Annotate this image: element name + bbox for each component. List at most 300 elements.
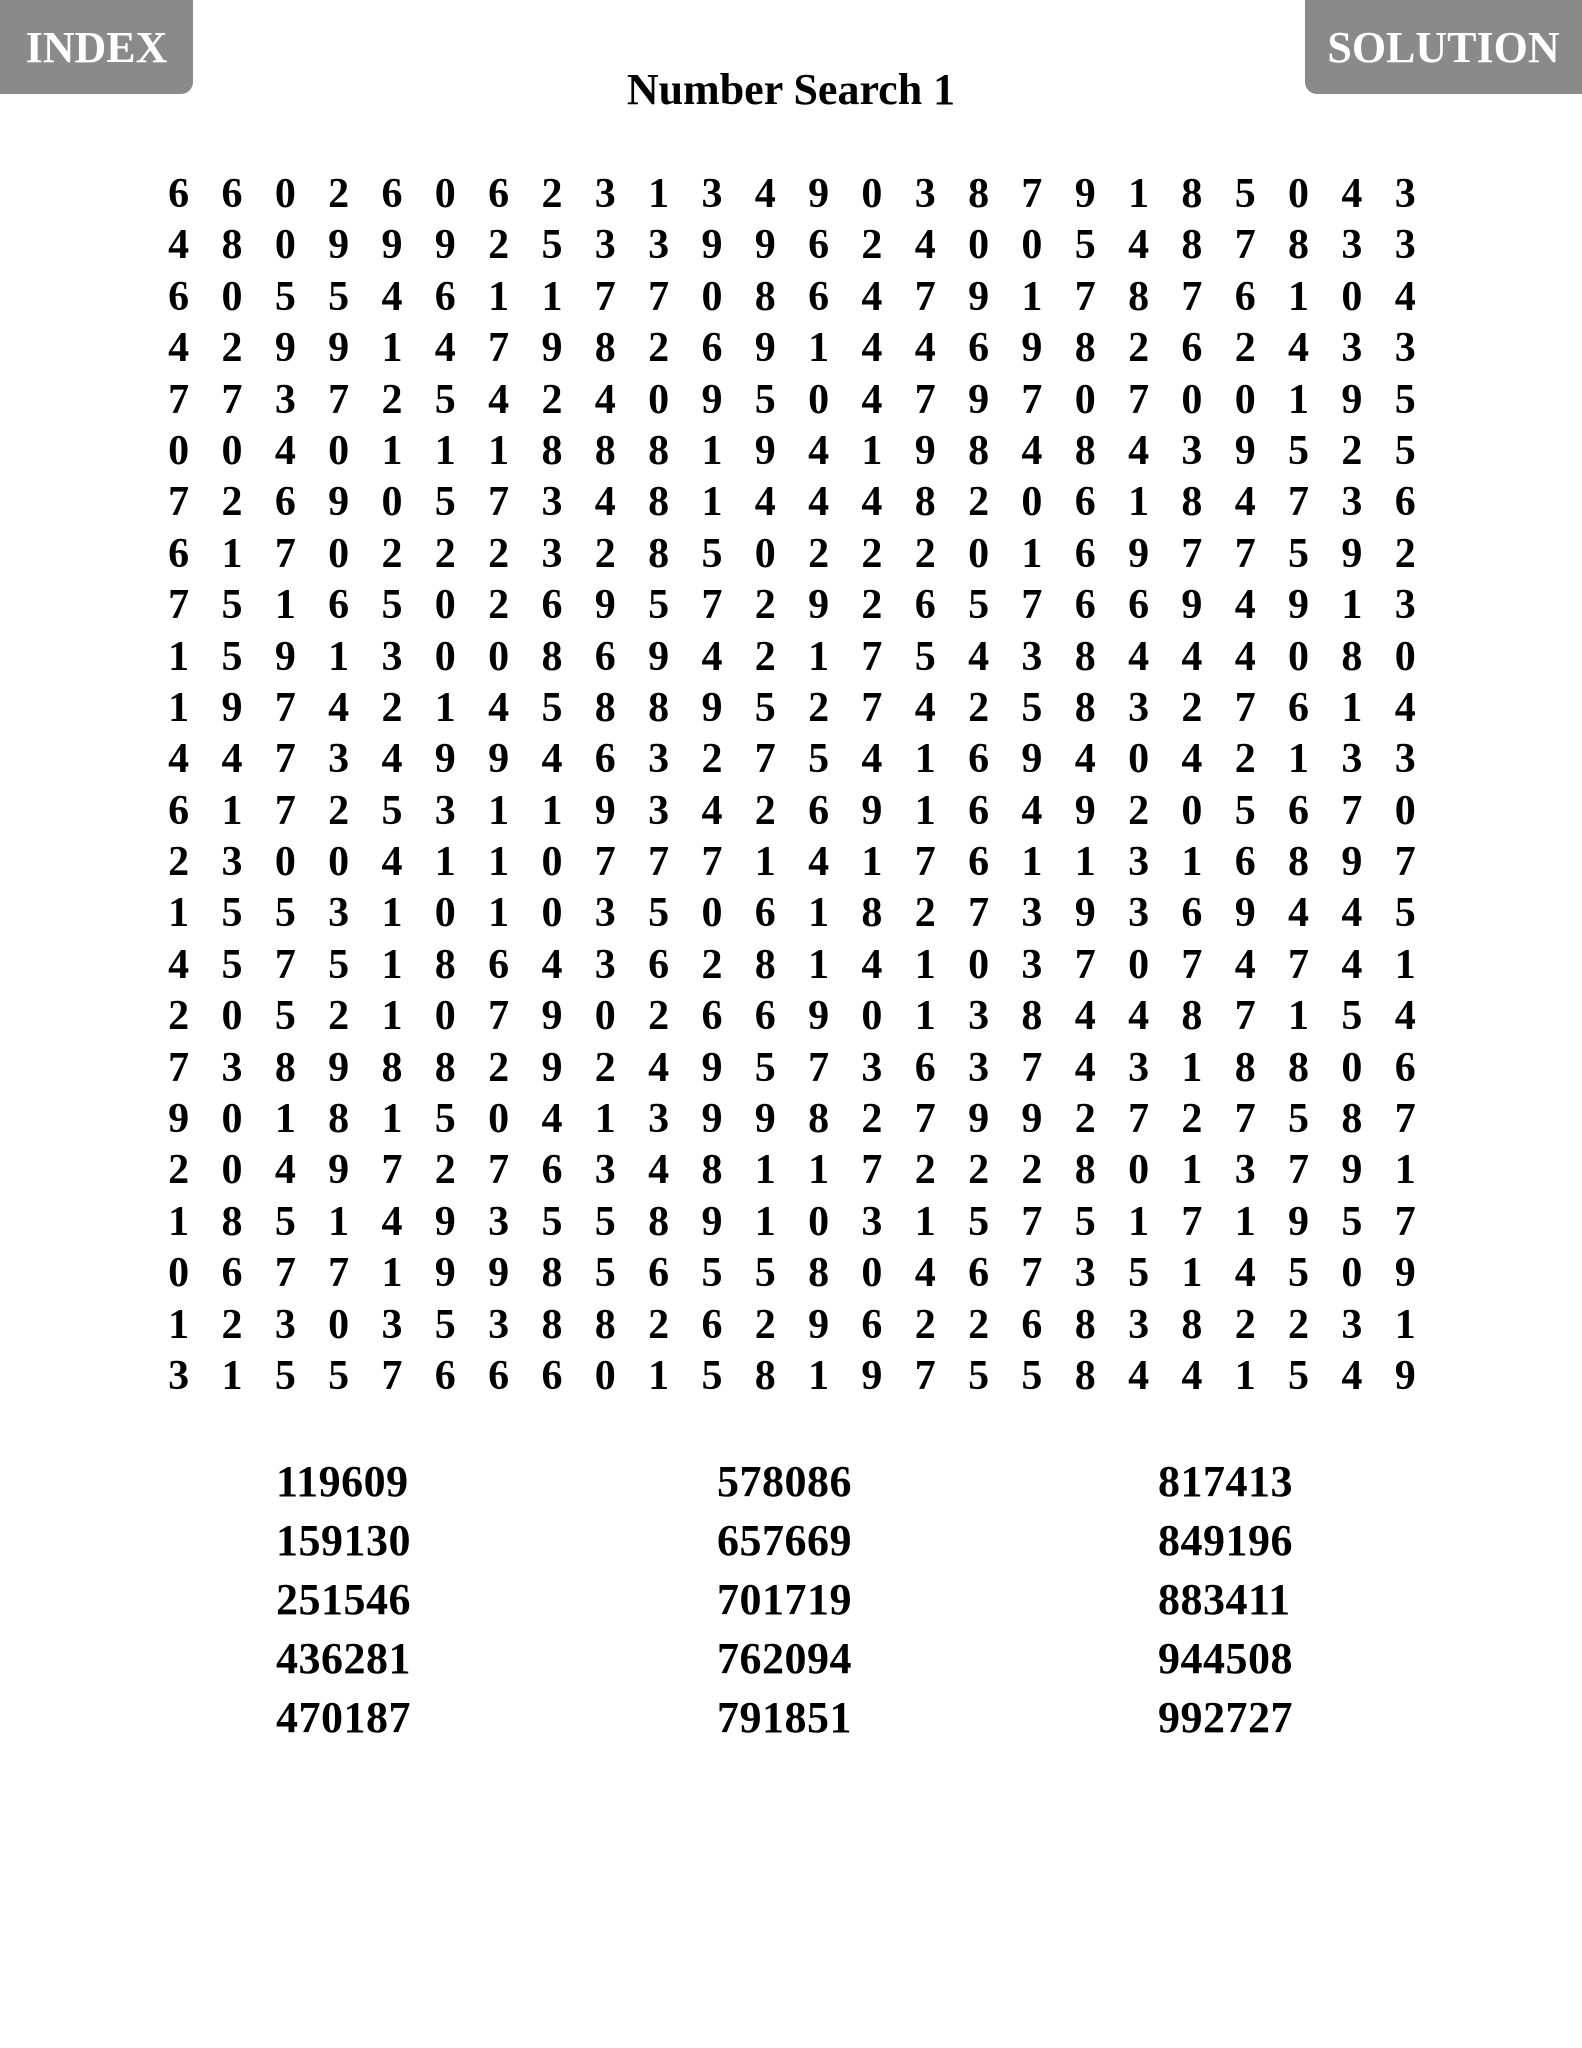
grid-cell: 7	[701, 582, 723, 629]
grid-row	[152, 729, 1432, 783]
grid-cell: 0	[1341, 1250, 1363, 1297]
grid-cell: 8	[594, 1301, 616, 1348]
grid-cell: 0	[274, 171, 296, 217]
grid-cell: 0	[328, 427, 350, 474]
grid-cell: 2	[381, 376, 403, 423]
grid-cell: 1	[701, 479, 723, 526]
grid-cell: 9	[1341, 1147, 1363, 1194]
grid-cell: 5	[434, 479, 456, 526]
grid-cell: 9	[1341, 376, 1363, 423]
grid-cell: 2	[328, 171, 350, 217]
search-word: 944508	[1158, 1634, 1293, 1683]
grid-cell: 0	[274, 839, 296, 886]
grid-cell: 3	[1341, 1301, 1363, 1348]
grid-cell: 6	[1181, 890, 1203, 937]
grid-cell: 4	[1341, 171, 1363, 217]
grid-cell: 7	[1288, 1147, 1310, 1194]
grid-cell: 7	[381, 1352, 403, 1399]
grid-cell: 6	[168, 530, 190, 577]
grid-cell: 4	[1394, 273, 1416, 320]
grid-cell: 5	[434, 376, 456, 423]
search-word: 657669	[717, 1516, 852, 1565]
grid-cell: 2	[648, 993, 670, 1040]
grid-cell: 7	[1128, 1096, 1150, 1143]
grid-cell: 3	[381, 633, 403, 680]
grid-cell: 1	[1394, 1147, 1416, 1194]
grid-cell: 7	[1181, 530, 1203, 577]
grid-row	[152, 370, 1432, 421]
grid-cell: 5	[1128, 1250, 1150, 1297]
grid-cell: 6	[488, 1352, 510, 1399]
grid-cell: 7	[1234, 684, 1256, 731]
grid-cell: 4	[861, 479, 883, 526]
grid-cell: 7	[488, 993, 510, 1040]
grid-cell: 5	[648, 582, 670, 629]
grid-cell: 3	[1394, 736, 1416, 783]
grid-row	[152, 1243, 1432, 1297]
grid-cell: 1	[168, 633, 190, 680]
grid-cell: 4	[328, 684, 350, 731]
grid-cell: 9	[1288, 1198, 1310, 1245]
grid-cell: 8	[914, 479, 936, 526]
grid-cell: 3	[1128, 839, 1150, 886]
grid-row	[152, 575, 1432, 629]
grid-cell: 4	[168, 736, 190, 783]
grid-cell: 9	[434, 222, 456, 269]
grid-cell: 1	[1394, 1301, 1416, 1348]
grid-cell: 1	[1341, 684, 1363, 731]
grid-cell: 7	[1021, 1198, 1043, 1245]
grid-cell: 9	[968, 376, 990, 423]
grid-cell: 3	[1128, 1044, 1150, 1091]
grid-cell: 6	[648, 941, 670, 988]
grid-cell: 8	[594, 325, 616, 372]
grid-cell: 4	[701, 787, 723, 834]
grid-cell: 8	[1074, 1352, 1096, 1399]
grid-cell: 1	[1181, 839, 1203, 886]
grid-cell: 3	[648, 787, 670, 834]
grid-cell: 3	[1181, 427, 1203, 474]
grid-cell: 3	[594, 222, 616, 269]
search-word: 436281	[276, 1634, 411, 1683]
grid-cell: 2	[754, 787, 776, 834]
grid-cell: 1	[1394, 941, 1416, 988]
grid-cell: 2	[968, 1301, 990, 1348]
grid-cell: 9	[328, 222, 350, 269]
grid-cell: 0	[1021, 222, 1043, 269]
grid-cell: 3	[221, 839, 243, 886]
grid-cell: 2	[488, 1044, 510, 1091]
grid-cell: 3	[274, 1301, 296, 1348]
grid-cell: 5	[701, 530, 723, 577]
grid-row	[152, 215, 1432, 269]
grid-cell: 7	[861, 1147, 883, 1194]
grid-cell: 8	[541, 1301, 563, 1348]
grid-cell: 4	[861, 273, 883, 320]
grid-cell: 5	[1074, 222, 1096, 269]
grid-cell: 7	[221, 376, 243, 423]
grid-cell: 7	[1181, 273, 1203, 320]
grid-cell: 3	[648, 736, 670, 783]
grid-cell: 5	[221, 890, 243, 937]
grid-cell: 7	[914, 1096, 936, 1143]
grid-cell: 2	[434, 530, 456, 577]
grid-cell: 5	[328, 273, 350, 320]
grid-cell: 1	[1288, 736, 1310, 783]
grid-cell: 1	[381, 993, 403, 1040]
grid-cell: 5	[968, 1352, 990, 1399]
grid-cell: 4	[1181, 736, 1203, 783]
grid-cell: 3	[914, 171, 936, 217]
grid-cell: 3	[648, 222, 670, 269]
grid-cell: 5	[274, 1198, 296, 1245]
grid-cell: 1	[1021, 273, 1043, 320]
grid-cell: 9	[861, 787, 883, 834]
grid-cell: 4	[1021, 787, 1043, 834]
grid-cell: 9	[648, 633, 670, 680]
grid-cell: 1	[914, 1198, 936, 1245]
grid-cell: 3	[1021, 890, 1043, 937]
grid-row	[152, 472, 1432, 526]
grid-cell: 4	[1128, 222, 1150, 269]
grid-cell: 9	[1234, 427, 1256, 474]
grid-cell: 6	[1234, 273, 1256, 320]
grid-cell: 1	[861, 839, 883, 886]
grid-cell: 7	[381, 1147, 403, 1194]
grid-cell: 7	[274, 736, 296, 783]
grid-cell: 2	[541, 376, 563, 423]
grid-cell: 6	[328, 582, 350, 629]
grid-cell: 4	[861, 736, 883, 783]
grid-cell: 6	[168, 273, 190, 320]
grid-cell: 5	[541, 684, 563, 731]
grid-cell: 7	[1288, 941, 1310, 988]
grid-cell: 2	[861, 530, 883, 577]
grid-cell: 7	[1128, 376, 1150, 423]
grid-cell: 1	[434, 839, 456, 886]
grid-cell: 3	[1128, 890, 1150, 937]
grid-cell: 3	[594, 171, 616, 217]
grid-cell: 0	[968, 222, 990, 269]
grid-cell: 6	[968, 839, 990, 886]
grid-cell: 9	[488, 736, 510, 783]
grid-cell: 9	[808, 171, 830, 217]
search-word: 470187	[276, 1693, 411, 1742]
grid-cell: 3	[381, 1301, 403, 1348]
grid-cell: 2	[221, 325, 243, 372]
grid-cell: 6	[1128, 582, 1150, 629]
grid-cell: 5	[221, 633, 243, 680]
grid-cell: 0	[808, 1198, 830, 1245]
grid-cell: 3	[488, 1198, 510, 1245]
grid-cell: 9	[1021, 325, 1043, 372]
grid-cell: 9	[808, 1301, 830, 1348]
grid-cell: 4	[1234, 479, 1256, 526]
grid-cell: 4	[754, 171, 776, 217]
grid-cell: 9	[328, 1147, 350, 1194]
grid-cell: 4	[381, 273, 403, 320]
grid-row	[152, 1089, 1432, 1143]
grid-cell: 1	[1288, 273, 1310, 320]
grid-cell: 8	[648, 530, 670, 577]
grid-cell: 9	[594, 787, 616, 834]
grid-cell: 7	[168, 1044, 190, 1091]
grid-cell: 7	[1234, 1096, 1256, 1143]
grid-cell: 8	[1021, 993, 1043, 1040]
grid-cell: 9	[1341, 839, 1363, 886]
grid-cell: 3	[488, 1301, 510, 1348]
grid-cell: 5	[1288, 530, 1310, 577]
grid-cell: 9	[754, 1096, 776, 1143]
grid-cell: 2	[168, 839, 190, 886]
grid-cell: 6	[488, 941, 510, 988]
grid-cell: 3	[1394, 325, 1416, 372]
grid-cell: 9	[968, 273, 990, 320]
grid-cell: 1	[274, 1096, 296, 1143]
grid-cell: 0	[381, 479, 403, 526]
grid-row	[152, 164, 1432, 215]
grid-cell: 4	[541, 1096, 563, 1143]
grid-cell: 0	[541, 839, 563, 886]
grid-cell: 5	[1021, 1352, 1043, 1399]
grid-cell: 5	[1234, 787, 1256, 834]
grid-cell: 4	[914, 684, 936, 731]
grid-cell: 9	[1074, 890, 1096, 937]
grid-cell: 0	[1181, 787, 1203, 834]
grid-row	[152, 986, 1432, 1040]
grid-cell: 6	[434, 1352, 456, 1399]
grid-cell: 2	[914, 1301, 936, 1348]
grid-row	[152, 935, 1432, 986]
grid-cell: 1	[328, 633, 350, 680]
grid-cell: 6	[1288, 684, 1310, 731]
grid-cell: 8	[1128, 273, 1150, 320]
grid-cell: 1	[488, 273, 510, 320]
grid-row	[152, 883, 1432, 937]
page-title: Number Search 1	[626, 65, 956, 114]
grid-cell: 1	[1288, 376, 1310, 423]
grid-cell: 9	[754, 222, 776, 269]
grid-cell: 7	[488, 479, 510, 526]
grid-cell: 9	[168, 1096, 190, 1143]
grid-cell: 2	[328, 993, 350, 1040]
grid-cell: 5	[1288, 1352, 1310, 1399]
grid-cell: 6	[541, 1352, 563, 1399]
grid-cell: 6	[1074, 530, 1096, 577]
grid-cell: 1	[168, 890, 190, 937]
grid-cell: 3	[274, 376, 296, 423]
grid-cell: 8	[434, 941, 456, 988]
grid-cell: 9	[1394, 1352, 1416, 1399]
grid-row	[152, 524, 1432, 575]
grid-cell: 9	[1341, 530, 1363, 577]
grid-cell: 5	[274, 273, 296, 320]
grid-cell: 1	[1074, 839, 1096, 886]
grid-cell: 1	[1181, 1147, 1203, 1194]
grid-cell: 5	[221, 941, 243, 988]
grid-cell: 4	[648, 1044, 670, 1091]
grid-cell: 9	[754, 427, 776, 474]
grid-cell: 6	[221, 1250, 243, 1297]
grid-cell: 2	[1234, 1301, 1256, 1348]
grid-cell: 7	[274, 787, 296, 834]
grid-cell: 8	[434, 1044, 456, 1091]
grid-cell: 9	[434, 1198, 456, 1245]
grid-cell: 4	[648, 1147, 670, 1194]
grid-cell: 3	[1394, 222, 1416, 269]
grid-cell: 1	[488, 427, 510, 474]
grid-cell: 0	[488, 633, 510, 680]
grid-cell: 8	[541, 633, 563, 680]
grid-cell: 1	[221, 530, 243, 577]
grid-cell: 6	[221, 171, 243, 217]
grid-cell: 2	[754, 1301, 776, 1348]
word-column	[1158, 1452, 1358, 1747]
word-list	[0, 1452, 1582, 1752]
grid-cell: 9	[808, 993, 830, 1040]
grid-cell: 1	[488, 839, 510, 886]
search-word: 701719	[717, 1575, 852, 1624]
grid-cell: 1	[381, 1250, 403, 1297]
grid-cell: 9	[328, 479, 350, 526]
grid-cell: 7	[168, 376, 190, 423]
grid-cell: 1	[861, 427, 883, 474]
grid-cell: 4	[1128, 427, 1150, 474]
grid-cell: 0	[434, 633, 456, 680]
grid-cell: 4	[594, 376, 616, 423]
grid-cell: 3	[541, 479, 563, 526]
grid-cell: 7	[1021, 1250, 1043, 1297]
grid-cell: 5	[328, 941, 350, 988]
grid-cell: 7	[914, 839, 936, 886]
grid-cell: 0	[861, 1250, 883, 1297]
grid-cell: 9	[701, 222, 723, 269]
grid-cell: 2	[381, 684, 403, 731]
grid-cell: 0	[328, 1301, 350, 1348]
search-word: 251546	[276, 1575, 411, 1624]
grid-cell: 8	[221, 222, 243, 269]
grid-cell: 5	[328, 1352, 350, 1399]
grid-cell: 0	[594, 1352, 616, 1399]
grid-cell: 9	[541, 325, 563, 372]
grid-cell: 7	[1234, 993, 1256, 1040]
grid-cell: 9	[274, 325, 296, 372]
grid-cell: 2	[861, 1096, 883, 1143]
grid-cell: 2	[808, 684, 830, 731]
grid-cell: 7	[594, 273, 616, 320]
grid-cell: 1	[1021, 839, 1043, 886]
grid-cell: 3	[968, 1044, 990, 1091]
grid-cell: 0	[1021, 479, 1043, 526]
grid-cell: 7	[1341, 787, 1363, 834]
grid-cell: 1	[1181, 1044, 1203, 1091]
grid-cell: 6	[754, 890, 776, 937]
grid-cell: 4	[1341, 941, 1363, 988]
grid-cell: 8	[221, 1198, 243, 1245]
grid-cell: 3	[1394, 582, 1416, 629]
grid-cell: 2	[914, 1147, 936, 1194]
grid-cell: 6	[1288, 787, 1310, 834]
grid-cell: 6	[434, 273, 456, 320]
grid-cell: 7	[808, 1044, 830, 1091]
grid-cell: 1	[754, 1147, 776, 1194]
grid-row	[152, 1140, 1432, 1194]
grid-cell: 5	[541, 222, 563, 269]
grid-cell: 1	[594, 1096, 616, 1143]
grid-cell: 1	[808, 633, 830, 680]
grid-cell: 1	[328, 1198, 350, 1245]
grid-cell: 7	[168, 582, 190, 629]
grid-cell: 0	[861, 171, 883, 217]
grid-cell: 1	[1234, 1198, 1256, 1245]
grid-cell: 8	[861, 890, 883, 937]
grid-cell: 9	[434, 736, 456, 783]
grid-cell: 8	[648, 1198, 670, 1245]
grid-cell: 8	[1074, 1147, 1096, 1194]
grid-cell: 8	[1341, 1096, 1363, 1143]
grid-cell: 6	[541, 582, 563, 629]
grid-cell: 2	[1181, 684, 1203, 731]
grid-cell: 1	[1181, 1250, 1203, 1297]
grid-cell: 9	[914, 427, 936, 474]
grid-cell: 2	[381, 530, 403, 577]
grid-cell: 2	[968, 1147, 990, 1194]
grid-cell: 3	[1234, 1147, 1256, 1194]
grid-cell: 7	[861, 633, 883, 680]
grid-cell: 1	[381, 1096, 403, 1143]
grid-cell: 8	[1341, 633, 1363, 680]
grid-cell: 0	[434, 171, 456, 217]
grid-cell: 3	[594, 941, 616, 988]
grid-cell: 5	[754, 1250, 776, 1297]
grid-cell: 7	[914, 1352, 936, 1399]
grid-row	[152, 267, 1432, 318]
grid-cell: 8	[1288, 839, 1310, 886]
grid-cell: 3	[1341, 325, 1363, 372]
grid-cell: 2	[754, 582, 776, 629]
grid-cell: 7	[274, 941, 296, 988]
grid-cell: 4	[381, 736, 403, 783]
grid-cell: 7	[1288, 479, 1310, 526]
grid-cell: 1	[488, 787, 510, 834]
index-button-label: INDEX	[25, 22, 168, 72]
grid-cell: 6	[808, 787, 830, 834]
grid-cell: 0	[1394, 633, 1416, 680]
grid-cell: 4	[914, 222, 936, 269]
grid-cell: 8	[808, 1096, 830, 1143]
grid-cell: 2	[1234, 736, 1256, 783]
grid-cell: 7	[1021, 376, 1043, 423]
grid-cell: 5	[541, 1198, 563, 1245]
grid-cell: 9	[1394, 1250, 1416, 1297]
grid-cell: 1	[488, 890, 510, 937]
grid-cell: 6	[1074, 582, 1096, 629]
grid-cell: 8	[381, 1044, 403, 1091]
grid-cell: 4	[168, 325, 190, 372]
grid-cell: 4	[968, 633, 990, 680]
grid-cell: 5	[1394, 427, 1416, 474]
grid-cell: 7	[968, 890, 990, 937]
grid-cell: 4	[1341, 890, 1363, 937]
grid-cell: 8	[754, 941, 776, 988]
grid-cell: 4	[1234, 1250, 1256, 1297]
grid-cell: 3	[968, 993, 990, 1040]
grid-cell: 4	[861, 325, 883, 372]
grid-cell: 8	[1074, 684, 1096, 731]
grid-cell: 9	[701, 684, 723, 731]
grid-cell: 3	[168, 1352, 190, 1399]
search-word: 817413	[1158, 1457, 1293, 1506]
